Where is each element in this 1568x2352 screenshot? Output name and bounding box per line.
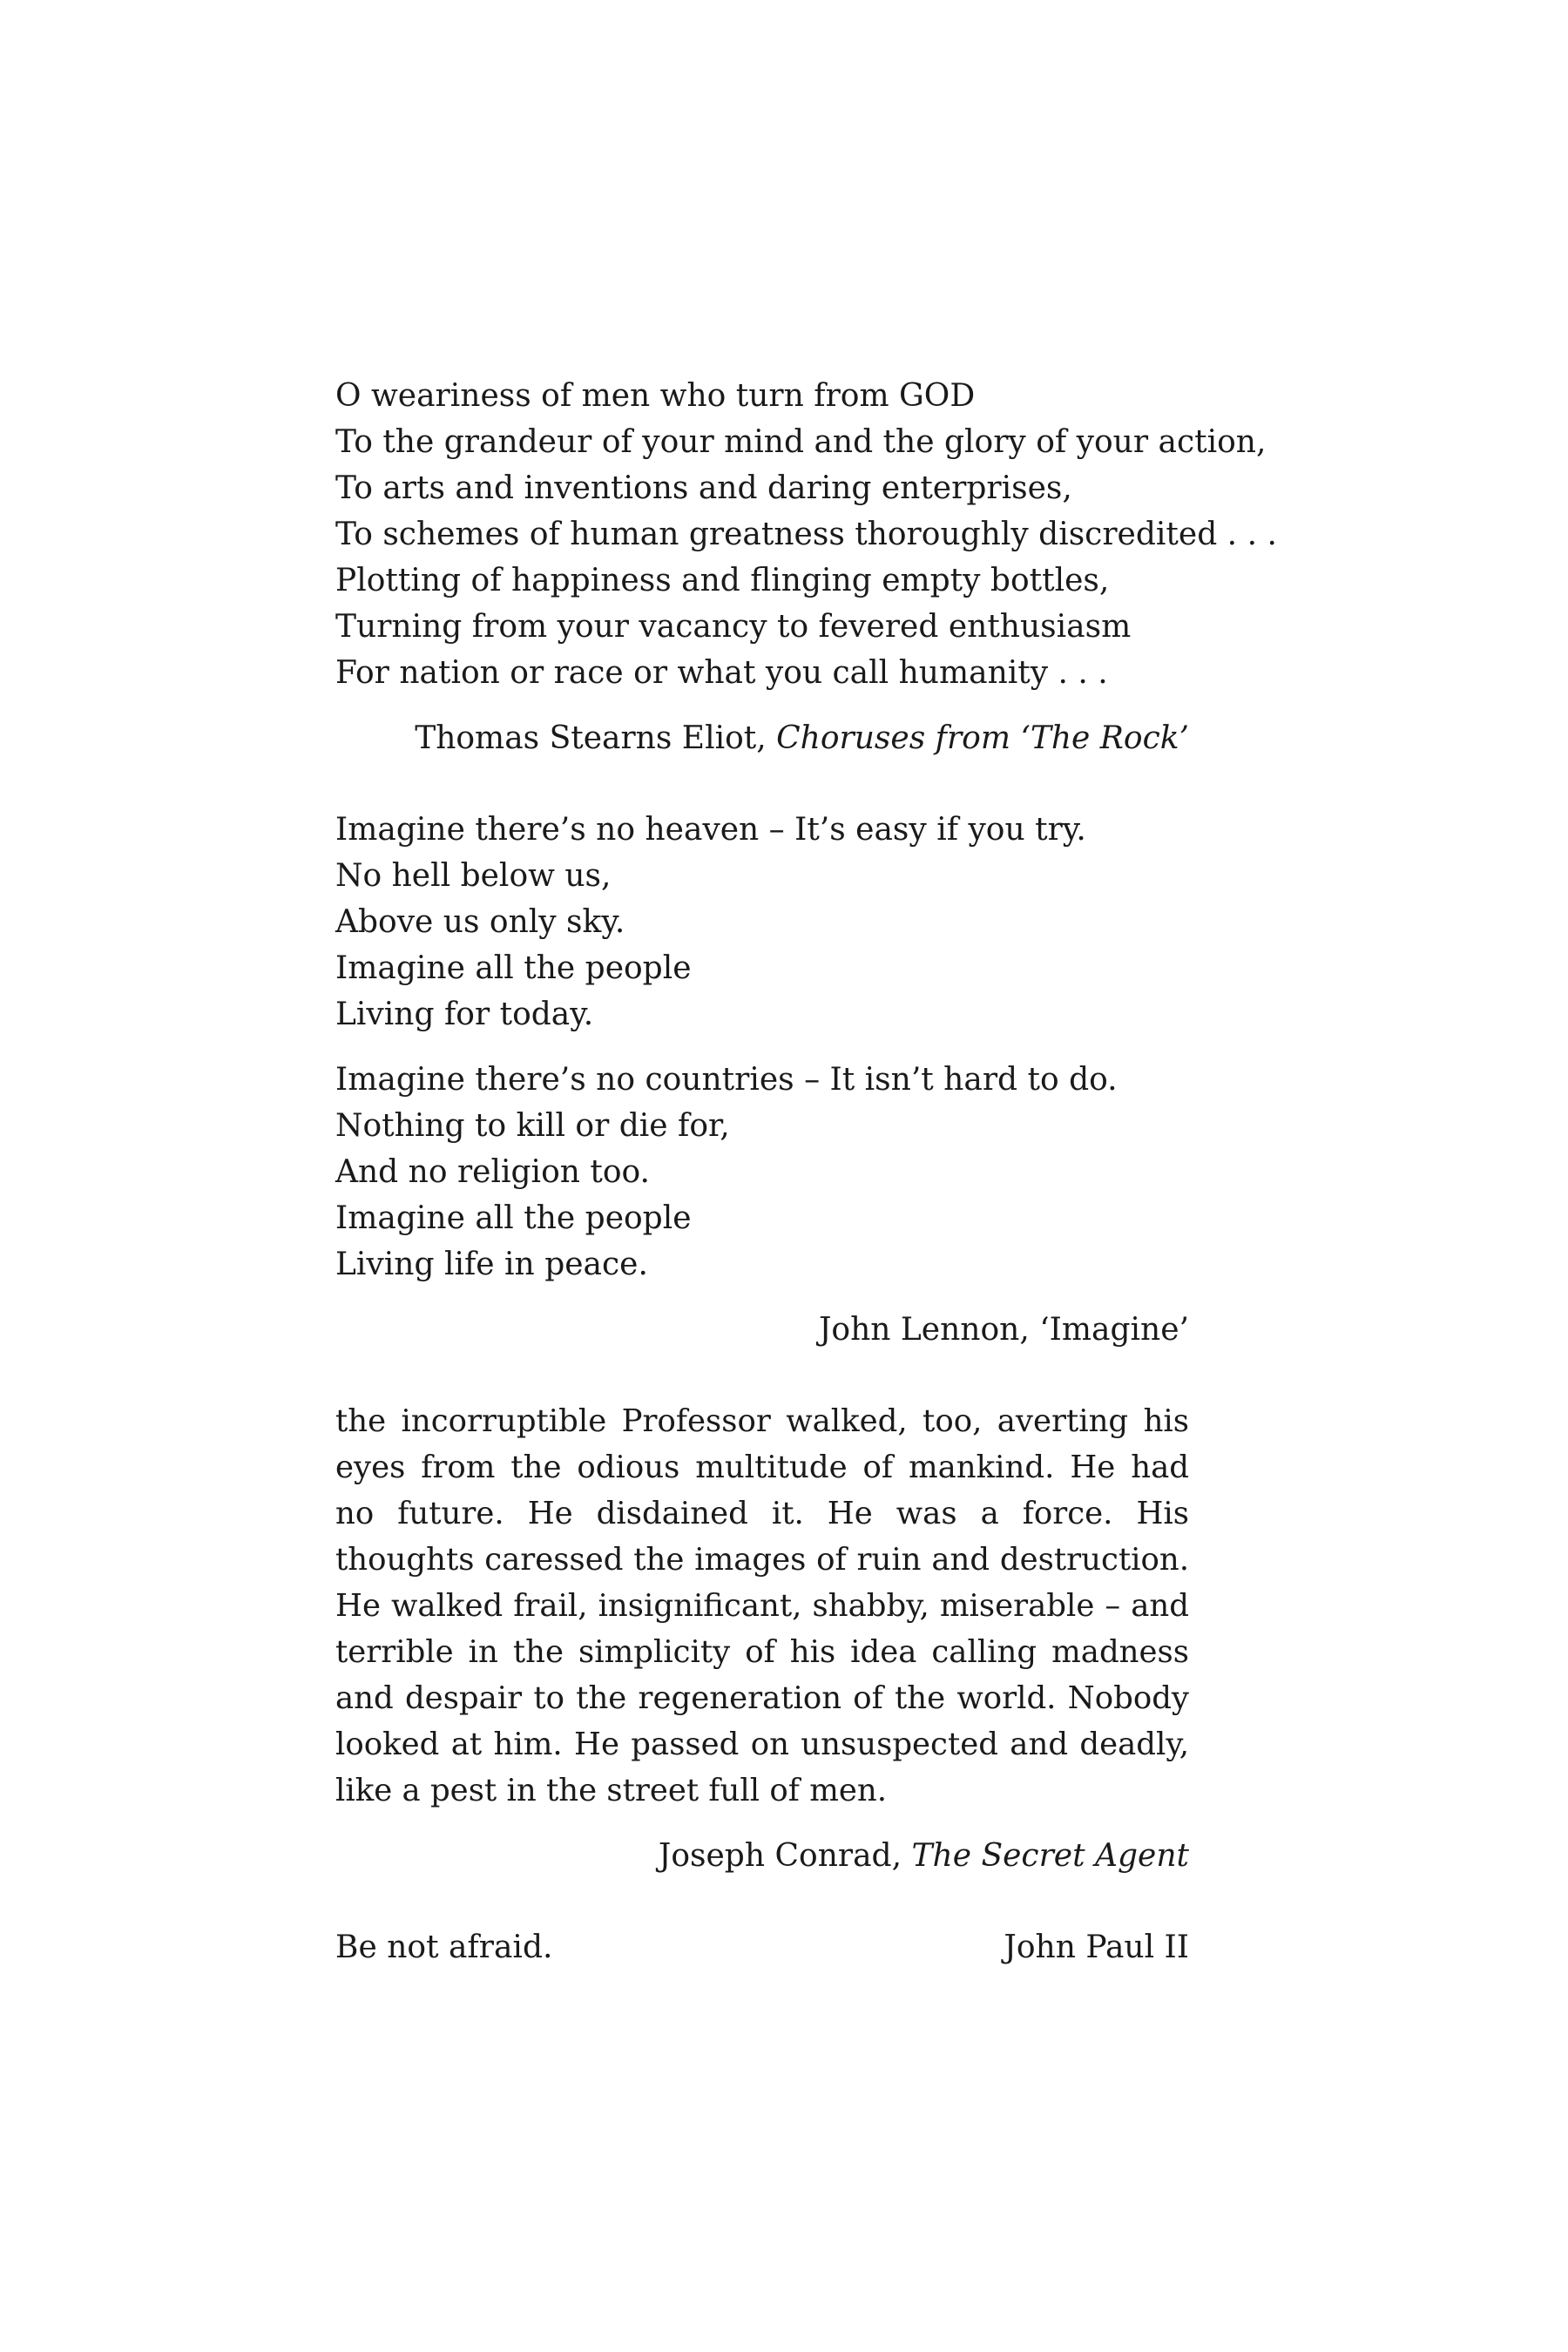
verse-line: Turning from your vacancy to fevered enthusiasm	[335, 609, 1132, 645]
attribution-work: The Secret Agent	[911, 1838, 1189, 1874]
lennon-stanza-2	[335, 1057, 1189, 1288]
attribution-author: Joseph Conrad,	[658, 1838, 912, 1874]
verse-line: Plotting of happiness and flinging empty bottles,	[335, 563, 1110, 598]
verse-line: Imagine all the people	[335, 1200, 692, 1236]
epigraph-page	[335, 373, 1277, 1970]
verse-line: Above us only sky.	[335, 904, 625, 940]
verse-line: To schemes of human greatness thoroughly discredited . . .	[335, 517, 1277, 552]
eliot-verse	[335, 373, 1277, 696]
verse-line: To arts and inventions and daring enterprises,	[335, 470, 1072, 506]
verse-line: Nothing to kill or die for,	[335, 1108, 730, 1144]
closing-quote-author: John Paul II	[1004, 1930, 1189, 1965]
verse-line: Living life in peace.	[335, 1247, 648, 1282]
verse-line: For nation or race or what you call humanity . . .	[335, 655, 1108, 691]
attribution-work: Choruses from ‘The Rock’	[776, 720, 1189, 756]
verse-line: Imagine there’s no countries – It isn’t hard to do.	[335, 1062, 1118, 1098]
lennon-stanza-1	[335, 807, 1189, 1037]
verse-line: O weariness of men who turn from GOD	[335, 378, 976, 414]
verse-line: To the grandeur of your mind and the glory of your action,	[335, 424, 1267, 460]
lennon-attribution: John Lennon, ‘Imagine’	[818, 1312, 1189, 1348]
closing-quote	[335, 1924, 1189, 1970]
eliot-attribution	[335, 715, 1189, 761]
conrad-passage: the incorruptible Professor walked, too, averting his eyes from the odious multitude of mankind. He had no future. He disdained it. He was a force. His thoughts caressed the images of ruin and destruction. He walked frail, insignificant, shabby, miserable – and terrible in the simplicity of his idea calling madness and despair to the regeneration of the world. Nobody looked at him. He passed on unsuspected and deadly, like a pest in the street full of men.	[335, 1403, 1189, 1808]
verse-line: And no religion too.	[335, 1154, 651, 1190]
conrad-attribution	[335, 1833, 1189, 1879]
verse-line: No hell below us,	[335, 858, 612, 894]
closing-quote-text: Be not afraid.	[335, 1930, 553, 1965]
verse-line: Living for today.	[335, 997, 594, 1032]
verse-line: Imagine all the people	[335, 950, 692, 986]
verse-line: Imagine there’s no heaven – It’s easy if you try.	[335, 812, 1086, 848]
attribution-author: Thomas Stearns Eliot,	[415, 720, 777, 756]
